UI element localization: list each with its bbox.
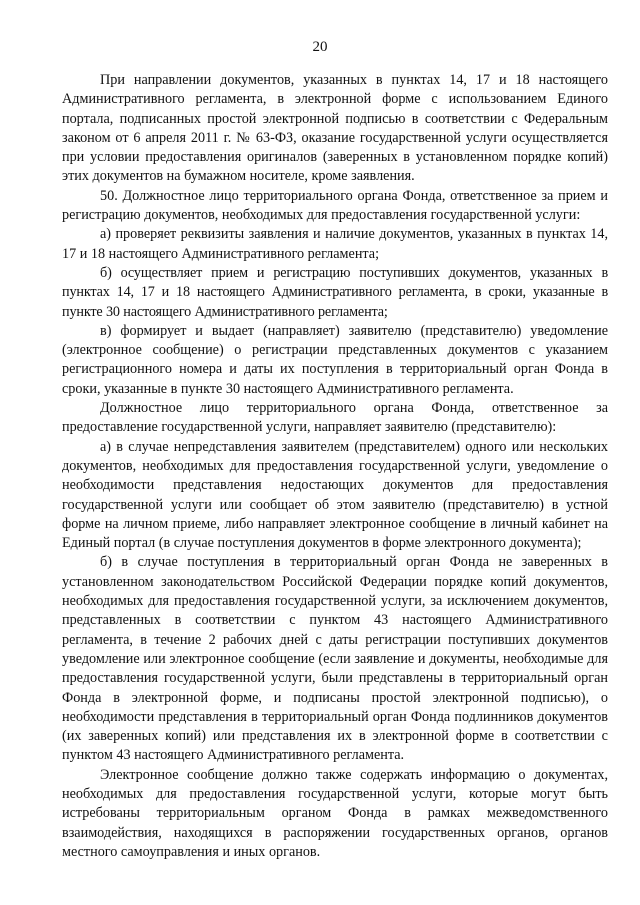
paragraph-electronic-message: Электронное сообщение должно также содержать информацию о документах, необходимых для предоставления государственной услуги, которые могут быть истребованы территориальным органом Фонда в рамках межведомственного взаимодействия, находящихся в распоряжении государственных органов, органов местного самоуправления и иных органов.	[62, 766, 608, 860]
paragraph-official-sends: Должностное лицо территориального органа Фонда, ответственное за предоставление государственной услуги, направляет заявителю (представителю):	[62, 400, 608, 436]
document-body	[62, 71, 608, 862]
paragraph-subitem-a-missing-documents: а) в случае непредставления заявителем (представителем) одного или нескольких документов, необходимых для предоставления государственной услуги, уведомление о необходимости представления недостающих документов для предоставления государственной услуги или сообщает об этом заявителю (представителю) в устной форме на личном приеме, либо направляет электронное сообщение в личный кабинет на Единый портал (в случае поступления документов в форме электронного документа);	[62, 438, 608, 552]
paragraph-item-50: 50. Должностное лицо территориального органа Фонда, ответственное за прием и регистрацию документов, необходимых для предоставления государственной услуги:	[62, 187, 608, 224]
page-number: 20	[312, 39, 328, 55]
paragraph-subitem-v-notification: в) формирует и выдает (направляет) заявителю (представителю) уведомление (электронное сообщение) о регистрации представленных документов с указанием регистрационного номера и даты их поступления в территориальный орган Фонда в сроки, указанные в пункте 30 настоящего Административного регламента.	[62, 322, 608, 397]
paragraph-subitem-b-registration: б) осуществляет прием и регистрацию поступивших документов, указанных в пунктах 14, 17 и 18 настоящего Административного регламента, в сроки, указанные в пункте 30 настоящего Административного регламента;	[62, 264, 608, 320]
paragraph-document-submission: При направлении документов, указанных в пунктах 14, 17 и 18 настоящего Административного регламента, в электронной форме с использованием Единого портала, подписанных простой электронной подписью в соответствии с Федеральным законом от 6 апреля 2011 г. № 63-ФЗ, оказание государственной услуги осуществляется при условии предоставления оригиналов (заверенных в установленном порядке копий) этих документов на бумажном носителе, кроме заявления.	[62, 72, 608, 185]
paragraph-subitem-a-check: а) проверяет реквизиты заявления и наличие документов, указанных в пунктах 14, 17 и 18 настоящего Административного регламента;	[62, 226, 608, 262]
paragraph-subitem-b-uncertified-copies: б) в случае поступления в территориальный орган Фонда не заверенных в установленном законодательством Российской Федерации порядке копий документов, необходимых для предоставления государственной услуги, за исключением документов, представленных в соответствии с пунктом 43 настоящего Административного регламента, в течение 2 рабочих дней с даты регистрации поступивших документов уведомление или электронное сообщение (если заявление и документы, необходимые для предоставления государственной услуги, были представлены в территориальный орган Фонда в электронной форме, и подписаны простой электронной подписью), о необходимости представления в территориальный орган Фонда подлинников документов (их заверенных копий) или представления их в электронной форме в соответствии с пунктом 43 настоящего Административного регламента.	[62, 554, 608, 764]
